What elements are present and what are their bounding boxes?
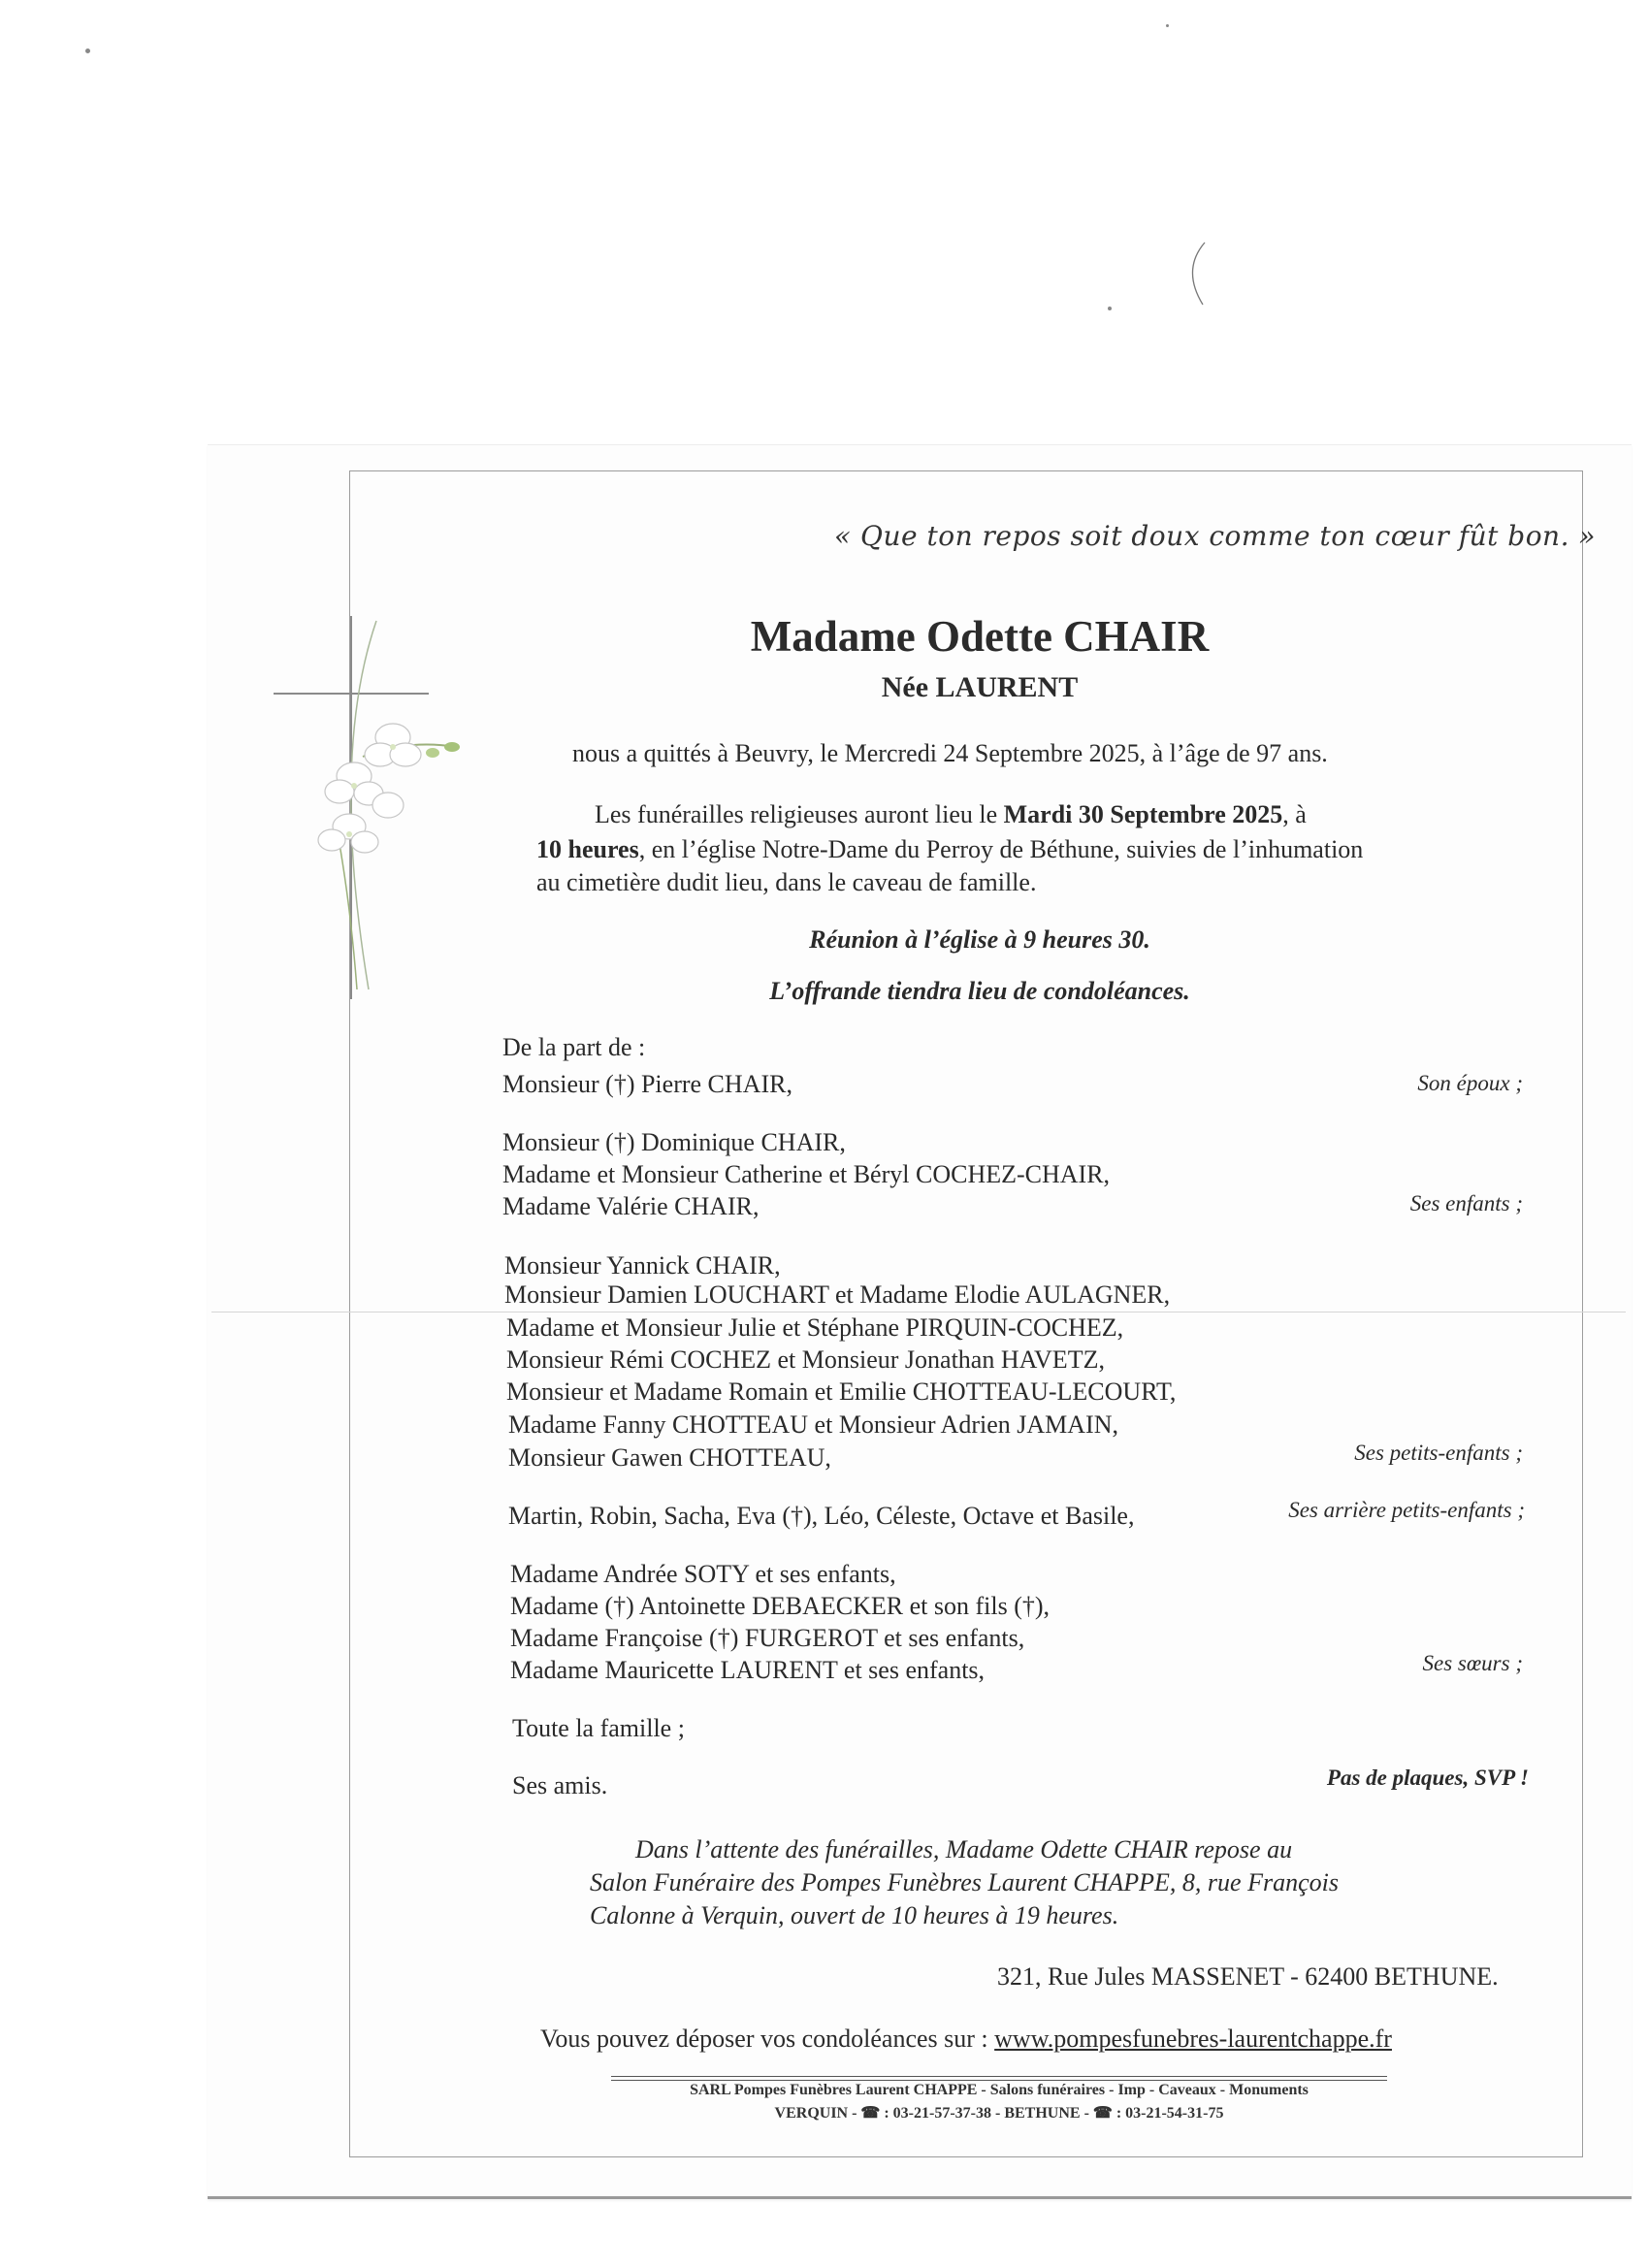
from-label: De la part de :	[502, 1033, 646, 1061]
sister-name: Madame Andrée SOTY et ses enfants,	[510, 1560, 896, 1588]
sister-name: Madame (†) Antoinette DEBAECKER et son fils (†),	[510, 1592, 1051, 1620]
rest-notice-line: Calonne à Verquin, ouvert de 10 heures à 19 heures.	[590, 1901, 1119, 1929]
meeting-notice: Réunion à l’église à 9 heures 30.	[809, 925, 1150, 954]
funeral-location: , en l’église Notre-Dame du Perroy de Béthune, suivies de l’inhumation	[638, 835, 1364, 863]
scan-speck	[85, 49, 90, 53]
grandchild-name: Madame Fanny CHOTTEAU et Monsieur Adrien JAMAIN,	[508, 1410, 1118, 1439]
scan-speck	[1166, 24, 1169, 27]
birth-name: Née LAURENT	[881, 671, 1079, 703]
funeral-text-end: , à	[1282, 800, 1307, 828]
scan-speck	[1108, 307, 1112, 310]
child-name: Madame et Monsieur Catherine et Béryl COCHEZ-CHAIR,	[502, 1160, 1111, 1188]
friends: Ses amis.	[512, 1771, 608, 1799]
funeral-text: Les funérailles religieuses auront lieu le	[595, 800, 1004, 828]
rest-notice-line: Dans l’attente des funérailles, Madame Odette CHAIR repose au	[635, 1835, 1293, 1863]
grandchild-name: Monsieur Damien LOUCHART et Madame Elodie AULAGNER,	[504, 1280, 1171, 1309]
children-role: Ses enfants ;	[1409, 1191, 1523, 1215]
funeral-line-3: au cimetière dudit lieu, dans le caveau de famille.	[536, 868, 1037, 896]
funeral-time: 10 heures	[536, 835, 639, 863]
footer-separator	[611, 2080, 1387, 2081]
condolences-text: Vous pouvez déposer vos condoléances sur :	[540, 2025, 995, 2053]
orchid-cross-icon	[262, 601, 495, 1009]
child-name: Madame Valérie CHAIR,	[502, 1192, 760, 1220]
condolences-line	[540, 2025, 1392, 2054]
great-grandchildren-role: Ses arrière petits-enfants ;	[1288, 1498, 1525, 1522]
funeral-line-1	[595, 800, 1307, 829]
spouse-role: Son époux ;	[1417, 1071, 1523, 1095]
sisters-role: Ses sœurs ;	[1422, 1651, 1523, 1675]
grandchild-name: Monsieur Rémi COCHEZ et Monsieur Jonathan HAVETZ,	[506, 1345, 1105, 1374]
grandchild-name: Monsieur et Madame Romain et Emilie CHOTTEAU-LECOURT,	[506, 1377, 1177, 1406]
funeral-home-address: 321, Rue Jules MASSENET - 62400 BETHUNE.	[997, 1962, 1499, 1991]
whole-family: Toute la famille ;	[512, 1714, 685, 1742]
funeral-line-2	[536, 835, 1363, 864]
no-plaques-notice: Pas de plaques, SVP !	[1326, 1766, 1529, 1790]
spouse-name: Monsieur (†) Pierre CHAIR,	[502, 1070, 792, 1098]
footer-separator	[611, 2076, 1387, 2077]
sister-name: Madame Mauricette LAURENT et ses enfants,	[510, 1656, 986, 1684]
rest-notice-line: Salon Funéraire des Pompes Funèbres Laurent CHAPPE, 8, rue François	[590, 1868, 1339, 1896]
offering-notice: L’offrande tiendra lieu de condoléances.	[769, 977, 1190, 1005]
condolences-link[interactable]: www.pompesfunebres-laurentchappe.fr	[994, 2025, 1392, 2053]
funeral-date: Mardi 30 Septembre 2025	[1003, 800, 1283, 828]
sister-name: Madame Françoise (†) FURGEROT et ses enfants,	[510, 1624, 1025, 1652]
grandchild-name: Monsieur Yannick CHAIR,	[504, 1251, 781, 1280]
child-name: Monsieur (†) Dominique CHAIR,	[502, 1128, 846, 1156]
deceased-name: Madame Odette CHAIR	[750, 612, 1210, 661]
grandchild-name: Madame et Monsieur Julie et Stéphane PIRQUIN-COCHEZ,	[506, 1313, 1124, 1342]
death-notice: nous a quittés à Beuvry, le Mercredi 24 Septembre 2025, à l’âge de 97 ans.	[572, 739, 1328, 767]
grandchildren-role: Ses petits-enfants ;	[1354, 1441, 1523, 1465]
company-phones: VERQUIN - ☎ : 03-21-57-37-38 - BETHUNE - ☎ : 03-21-54-31-75	[774, 2105, 1224, 2122]
company-info: SARL Pompes Funèbres Laurent CHAPPE - Salons funéraires - Imp - Caveaux - Monuments	[690, 2082, 1309, 2098]
epitaph-quote: « Que ton repos soit doux comme ton cœur fût bon. »	[834, 520, 1597, 552]
scan-mark	[1176, 241, 1214, 308]
great-grandchildren-names: Martin, Robin, Sacha, Eva (†), Léo, Céleste, Octave et Basile,	[508, 1502, 1135, 1530]
grandchild-name: Monsieur Gawen CHOTTEAU,	[508, 1443, 831, 1472]
